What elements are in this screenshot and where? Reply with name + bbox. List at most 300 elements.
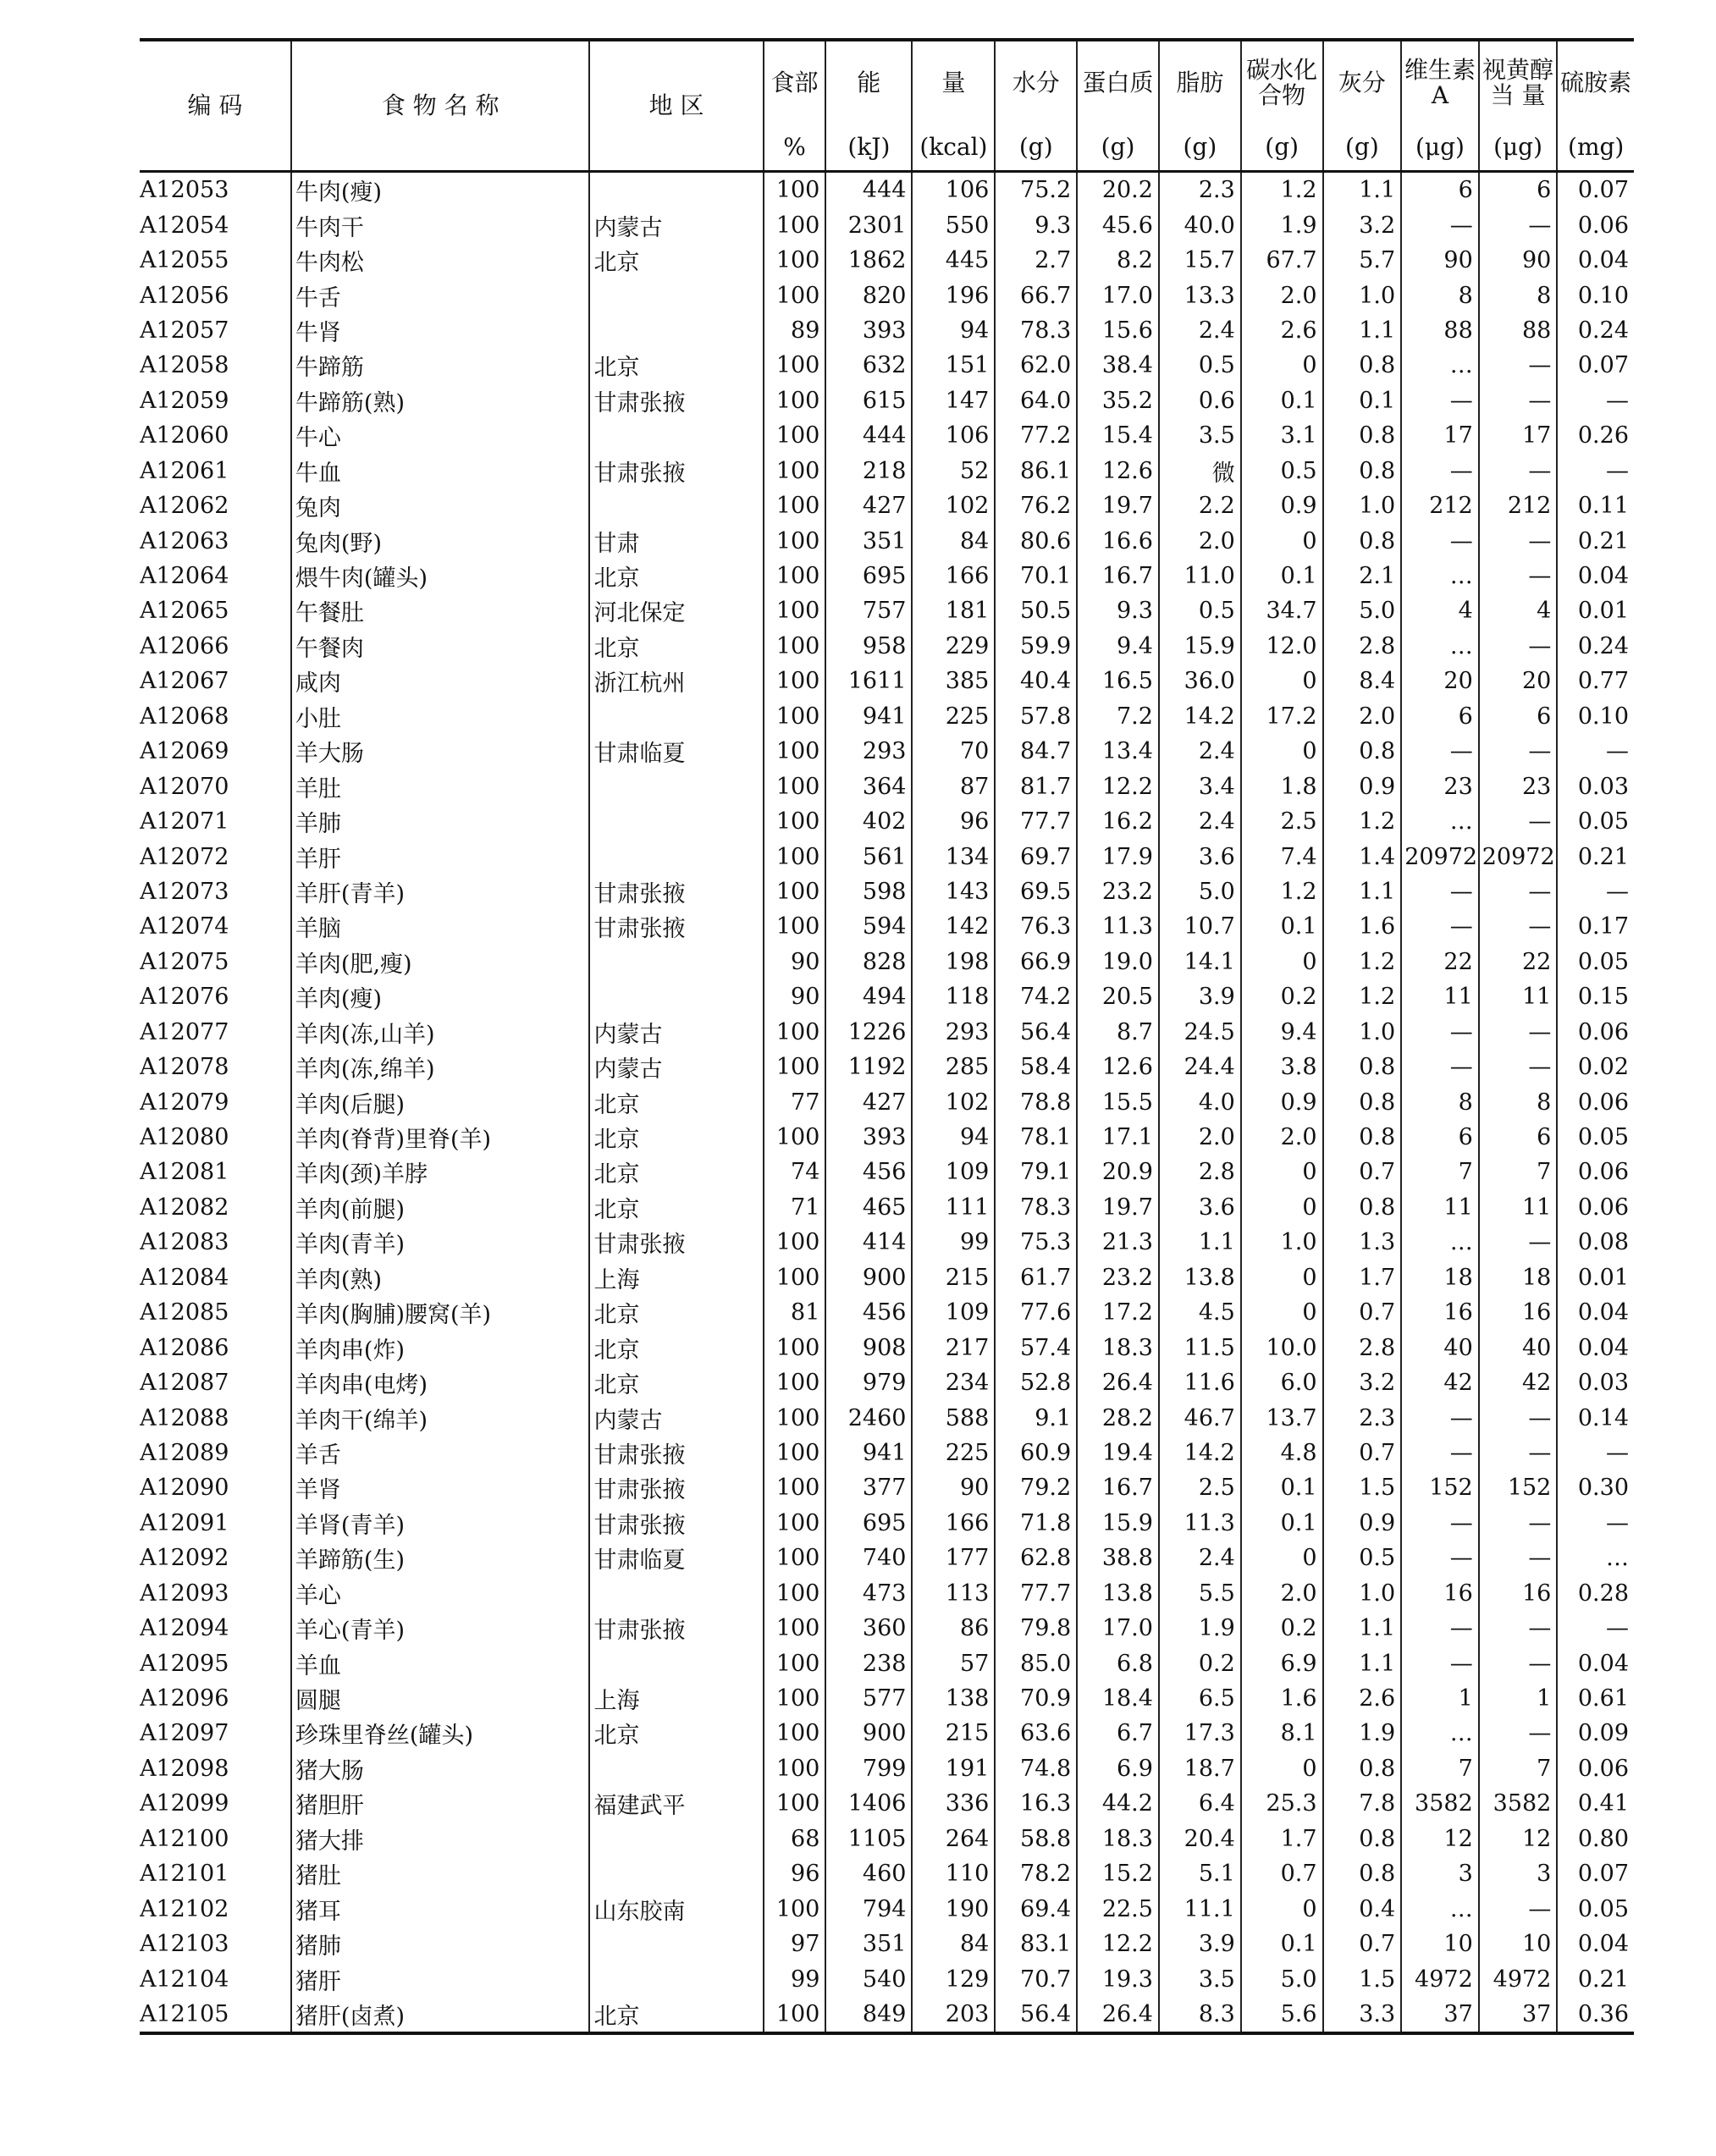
cell-carbohydrate: 5.6	[1241, 1997, 1323, 2033]
cell-ash: 0.7	[1323, 1927, 1402, 1961]
cell-code: A12095	[140, 1650, 229, 1677]
cell-energy-kcal: 118	[912, 979, 995, 1014]
cell-thiamine: 0.04	[1557, 1295, 1634, 1330]
cell-protein: 26.4	[1077, 1997, 1159, 2033]
cell-water: 81.7	[995, 769, 1077, 803]
cell-thiamine: —	[1557, 1436, 1634, 1470]
table-row	[140, 1541, 1634, 1575]
cell-energy-kcal: 225	[912, 1436, 995, 1470]
cell-protein: 20.9	[1077, 1155, 1159, 1189]
cell-edible-percent: 100	[764, 1751, 826, 1786]
cell-energy-kj: 632	[825, 348, 912, 383]
cell-edible-percent: 100	[764, 1576, 826, 1611]
cell-region: 北京	[589, 1330, 763, 1365]
cell-code: A12101	[140, 1861, 229, 1888]
cell-code: A12081	[140, 1159, 229, 1186]
cell-retinol-equivalent: 7	[1479, 1751, 1558, 1786]
cell-thiamine: 0.05	[1557, 804, 1634, 839]
cell-carbohydrate: 0	[1241, 1295, 1323, 1330]
cell-vitamin-a: 1	[1401, 1681, 1479, 1716]
cell-food-name: 羊肉(肥,瘦)	[291, 945, 590, 979]
cell-thiamine: 0.15	[1557, 979, 1634, 1014]
cell-code: A12098	[140, 1755, 229, 1782]
cell-thiamine: 0.07	[1557, 1856, 1634, 1891]
cell-region: 甘肃临夏	[589, 1541, 763, 1575]
cell-fat: 15.7	[1159, 243, 1241, 278]
cell-thiamine: 0.11	[1557, 488, 1634, 523]
cell-carbohydrate: 0.1	[1241, 909, 1323, 944]
cell-ash: 1.0	[1323, 488, 1402, 523]
cell-region	[589, 839, 763, 874]
cell-food-name: 牛肾	[291, 313, 590, 348]
cell-edible-percent: 100	[764, 909, 826, 944]
cell-energy-kj: 1192	[825, 1050, 912, 1084]
cell-code: A12074	[140, 913, 229, 940]
cell-carbohydrate: 0	[1241, 1751, 1323, 1786]
cell-fat: 2.0	[1159, 523, 1241, 558]
cell-code: A12077	[140, 1018, 229, 1045]
cell-vitamin-a: —	[1401, 1506, 1479, 1541]
cell-vitamin-a: …	[1401, 348, 1479, 383]
table-row	[140, 418, 1634, 453]
cell-energy-kj: 1406	[825, 1786, 912, 1821]
cell-retinol-equivalent: 17	[1479, 418, 1558, 453]
cell-vitamin-a: 6	[1401, 1120, 1479, 1155]
cell-food-name: 羊肉(瘦)	[291, 979, 590, 1014]
table-row	[140, 1015, 1634, 1050]
cell-region: 北京	[589, 243, 763, 278]
cell-water: 77.6	[995, 1295, 1077, 1330]
cell-ash: 1.2	[1323, 804, 1402, 839]
table-row	[140, 313, 1634, 348]
cell-thiamine: 0.28	[1557, 1576, 1634, 1611]
cell-vitamin-a: —	[1401, 1436, 1479, 1470]
cell-water: 79.2	[995, 1470, 1077, 1505]
cell-food-name: 猪胆肝	[291, 1786, 590, 1821]
cell-protein: 8.7	[1077, 1015, 1159, 1050]
header-water: 水分	[995, 40, 1077, 124]
table-row	[140, 172, 1634, 208]
cell-ash: 0.8	[1323, 1856, 1402, 1891]
cell-energy-kj: 941	[825, 1436, 912, 1470]
cell-vitamin-a: 8	[1401, 1084, 1479, 1119]
cell-food-name: 牛心	[291, 418, 590, 453]
cell-region: 北京	[589, 1295, 763, 1330]
cell-protein: 12.6	[1077, 454, 1159, 488]
cell-energy-kcal: 588	[912, 1400, 995, 1435]
cell-ash: 7.8	[1323, 1786, 1402, 1821]
cell-region: 甘肃张掖	[589, 1436, 763, 1470]
table-row	[140, 1506, 1634, 1541]
cell-edible-percent: 100	[764, 1365, 826, 1400]
cell-energy-kj: 540	[825, 1961, 912, 1996]
cell-vitamin-a: …	[1401, 629, 1479, 664]
cell-energy-kj: 820	[825, 278, 912, 312]
cell-ash: 0.9	[1323, 769, 1402, 803]
cell-fat: 2.2	[1159, 488, 1241, 523]
cell-code: A12066	[140, 632, 229, 659]
cell-energy-kcal: 96	[912, 804, 995, 839]
cell-carbohydrate: 6.0	[1241, 1365, 1323, 1400]
cell-ash: 0.9	[1323, 1506, 1402, 1541]
cell-food-name: 煨牛肉(罐头)	[291, 559, 590, 593]
unit-protein: (g)	[1077, 124, 1159, 172]
table-row	[140, 523, 1634, 558]
table-row	[140, 1084, 1634, 1119]
cell-code: A12105	[140, 1997, 291, 2033]
cell-fat: 13.8	[1159, 1260, 1241, 1295]
cell-carbohydrate: 0.7	[1241, 1856, 1323, 1891]
cell-fat: 微	[1159, 454, 1241, 488]
cell-energy-kcal: 84	[912, 523, 995, 558]
cell-fat: 3.6	[1159, 839, 1241, 874]
cell-region	[589, 804, 763, 839]
cell-water: 74.2	[995, 979, 1077, 1014]
cell-edible-percent: 96	[764, 1856, 826, 1891]
cell-ash: 2.1	[1323, 559, 1402, 593]
cell-protein: 19.0	[1077, 945, 1159, 979]
cell-thiamine: 0.08	[1557, 1225, 1634, 1260]
cell-ash: 2.3	[1323, 1400, 1402, 1435]
cell-region	[589, 1646, 763, 1680]
cell-region	[589, 1856, 763, 1891]
cell-region: 甘肃张掖	[589, 383, 763, 418]
nutrition-table-page	[140, 38, 1634, 2035]
cell-vitamin-a: 16	[1401, 1295, 1479, 1330]
cell-retinol-equivalent: —	[1479, 383, 1558, 418]
cell-carbohydrate: 0	[1241, 1155, 1323, 1189]
cell-ash: 0.8	[1323, 1190, 1402, 1225]
cell-carbohydrate: 1.8	[1241, 769, 1323, 803]
cell-energy-kcal: 215	[912, 1716, 995, 1751]
cell-water: 77.2	[995, 418, 1077, 453]
cell-water: 59.9	[995, 629, 1077, 664]
cell-water: 70.7	[995, 1961, 1077, 1996]
cell-code: A12096	[140, 1685, 229, 1712]
cell-region: 甘肃张掖	[589, 1225, 763, 1260]
cell-carbohydrate: 0	[1241, 664, 1323, 698]
cell-energy-kj: 427	[825, 1084, 912, 1119]
cell-carbohydrate: 0.9	[1241, 488, 1323, 523]
cell-fat: 11.0	[1159, 559, 1241, 593]
cell-carbohydrate: 4.8	[1241, 1436, 1323, 1470]
header-retinol-equivalent: 视黄醇当 量	[1479, 40, 1558, 124]
cell-food-name: 兔肉(野)	[291, 523, 590, 558]
cell-food-name: 羊舌	[291, 1436, 590, 1470]
cell-fat: 0.6	[1159, 383, 1241, 418]
cell-energy-kcal: 198	[912, 945, 995, 979]
cell-energy-kcal: 143	[912, 874, 995, 909]
cell-vitamin-a: 90	[1401, 243, 1479, 278]
cell-fat: 14.2	[1159, 1436, 1241, 1470]
cell-region	[589, 1961, 763, 1996]
cell-ash: 0.8	[1323, 454, 1402, 488]
cell-carbohydrate: 12.0	[1241, 629, 1323, 664]
cell-ash: 0.8	[1323, 734, 1402, 769]
cell-vitamin-a: 212	[1401, 488, 1479, 523]
cell-protein: 16.7	[1077, 1470, 1159, 1505]
cell-carbohydrate: 0	[1241, 734, 1323, 769]
cell-ash: 8.4	[1323, 664, 1402, 698]
cell-edible-percent: 100	[764, 207, 826, 242]
cell-region: 北京	[589, 1120, 763, 1155]
cell-protein: 12.2	[1077, 769, 1159, 803]
cell-water: 78.3	[995, 313, 1077, 348]
cell-protein: 17.9	[1077, 839, 1159, 874]
cell-fat: 4.0	[1159, 1084, 1241, 1119]
cell-food-name: 羊肉(胸脯)腰窝(羊)	[291, 1295, 590, 1330]
cell-retinol-equivalent: —	[1479, 1436, 1558, 1470]
cell-carbohydrate: 9.4	[1241, 1015, 1323, 1050]
cell-energy-kcal: 151	[912, 348, 995, 383]
cell-region	[589, 313, 763, 348]
table-row	[140, 559, 1634, 593]
cell-food-name: 猪肝	[291, 1961, 590, 1996]
table-row	[140, 769, 1634, 803]
cell-thiamine: 0.05	[1557, 1891, 1634, 1926]
cell-code: A12089	[140, 1439, 229, 1466]
cell-food-name: 咸肉	[291, 664, 590, 698]
cell-vitamin-a: …	[1401, 1225, 1479, 1260]
cell-thiamine: 0.77	[1557, 664, 1634, 698]
cell-vitamin-a: —	[1401, 1541, 1479, 1575]
cell-edible-percent: 100	[764, 383, 826, 418]
cell-protein: 15.4	[1077, 418, 1159, 453]
cell-food-name: 猪大肠	[291, 1751, 590, 1786]
cell-protein: 16.2	[1077, 804, 1159, 839]
cell-protein: 19.7	[1077, 1190, 1159, 1225]
cell-edible-percent: 100	[764, 1506, 826, 1541]
cell-food-name: 羊肉(冻,山羊)	[291, 1015, 590, 1050]
cell-water: 80.6	[995, 523, 1077, 558]
cell-fat: 8.3	[1159, 1997, 1241, 2033]
cell-water: 66.9	[995, 945, 1077, 979]
cell-code: A12070	[140, 773, 229, 800]
unit-fat: (g)	[1159, 124, 1241, 172]
cell-region: 内蒙古	[589, 1050, 763, 1084]
cell-thiamine: 0.03	[1557, 769, 1634, 803]
cell-code: A12057	[140, 317, 229, 344]
cell-water: 86.1	[995, 454, 1077, 488]
cell-energy-kj: 2460	[825, 1400, 912, 1435]
cell-water: 78.8	[995, 1084, 1077, 1119]
cell-fat: 6.5	[1159, 1681, 1241, 1716]
cell-carbohydrate: 13.7	[1241, 1400, 1323, 1435]
table-row	[140, 1856, 1634, 1891]
header-ash: 灰分	[1323, 40, 1402, 124]
cell-protein: 9.4	[1077, 629, 1159, 664]
cell-fat: 0.5	[1159, 348, 1241, 383]
cell-thiamine: 0.04	[1557, 1330, 1634, 1365]
table-row	[140, 1260, 1634, 1295]
cell-carbohydrate: 1.7	[1241, 1822, 1323, 1856]
cell-retinol-equivalent: 88	[1479, 313, 1558, 348]
cell-energy-kj: 351	[825, 1927, 912, 1961]
cell-carbohydrate: 5.0	[1241, 1961, 1323, 1996]
cell-code: A12063	[140, 527, 229, 554]
cell-ash: 1.0	[1323, 278, 1402, 312]
cell-carbohydrate: 0.1	[1241, 1470, 1323, 1505]
cell-food-name: 猪肺	[291, 1927, 590, 1961]
table-row	[140, 1190, 1634, 1225]
cell-protein: 6.8	[1077, 1646, 1159, 1680]
cell-energy-kcal: 142	[912, 909, 995, 944]
cell-retinol-equivalent: —	[1479, 1015, 1558, 1050]
cell-energy-kj: 695	[825, 559, 912, 593]
cell-protein: 19.3	[1077, 1961, 1159, 1996]
cell-energy-kcal: 234	[912, 1365, 995, 1400]
cell-water: 60.9	[995, 1436, 1077, 1470]
cell-retinol-equivalent: 37	[1479, 1997, 1558, 2033]
cell-vitamin-a: —	[1401, 734, 1479, 769]
cell-ash: 2.6	[1323, 1681, 1402, 1716]
cell-energy-kj: 473	[825, 1576, 912, 1611]
cell-fat: 20.4	[1159, 1822, 1241, 1856]
cell-protein: 15.6	[1077, 313, 1159, 348]
table-row	[140, 1751, 1634, 1786]
cell-edible-percent: 100	[764, 1541, 826, 1575]
cell-energy-kcal: 191	[912, 1751, 995, 1786]
cell-vitamin-a: —	[1401, 1050, 1479, 1084]
cell-fat: 2.4	[1159, 734, 1241, 769]
cell-water: 63.6	[995, 1716, 1077, 1751]
cell-protein: 44.2	[1077, 1786, 1159, 1821]
cell-energy-kcal: 109	[912, 1155, 995, 1189]
cell-food-name: 羊肉(熟)	[291, 1260, 590, 1295]
table-row	[140, 1646, 1634, 1680]
cell-protein: 17.0	[1077, 1611, 1159, 1646]
cell-fat: 2.5	[1159, 1470, 1241, 1505]
table-row	[140, 839, 1634, 874]
cell-vitamin-a: —	[1401, 1611, 1479, 1646]
cell-water: 61.7	[995, 1260, 1077, 1295]
cell-retinol-equivalent: 22	[1479, 945, 1558, 979]
cell-region	[589, 1751, 763, 1786]
cell-water: 79.8	[995, 1611, 1077, 1646]
cell-edible-percent: 100	[764, 804, 826, 839]
cell-edible-percent: 100	[764, 1611, 826, 1646]
cell-carbohydrate: 2.0	[1241, 1576, 1323, 1611]
cell-energy-kj: 794	[825, 1891, 912, 1926]
cell-protein: 16.6	[1077, 523, 1159, 558]
cell-food-name: 猪耳	[291, 1891, 590, 1926]
cell-edible-percent: 100	[764, 1330, 826, 1365]
cell-energy-kj: 561	[825, 839, 912, 874]
cell-energy-kcal: 225	[912, 699, 995, 734]
cell-code: A12078	[140, 1054, 229, 1081]
cell-protein: 20.2	[1077, 172, 1159, 208]
cell-energy-kj: 2301	[825, 207, 912, 242]
cell-energy-kj: 615	[825, 383, 912, 418]
cell-region	[589, 488, 763, 523]
cell-edible-percent: 100	[764, 1015, 826, 1050]
cell-code: A12084	[140, 1264, 229, 1291]
cell-water: 40.4	[995, 664, 1077, 698]
cell-region: 福建武平	[589, 1786, 763, 1821]
cell-code: A12093	[140, 1580, 229, 1607]
cell-retinol-equivalent: 16	[1479, 1576, 1558, 1611]
cell-thiamine: 0.41	[1557, 1786, 1634, 1821]
cell-energy-kcal: 229	[912, 629, 995, 664]
cell-vitamin-a: 7	[1401, 1751, 1479, 1786]
cell-carbohydrate: 1.9	[1241, 207, 1323, 242]
cell-protein: 12.2	[1077, 1927, 1159, 1961]
table-row	[140, 1961, 1634, 1996]
cell-energy-kcal: 550	[912, 207, 995, 242]
cell-ash: 1.5	[1323, 1961, 1402, 1996]
cell-vitamin-a: 20972	[1401, 839, 1479, 874]
table-row	[140, 734, 1634, 769]
cell-code: A12088	[140, 1404, 229, 1431]
cell-code: A12060	[140, 422, 229, 449]
cell-code: A12082	[140, 1194, 229, 1221]
cell-energy-kcal: 129	[912, 1961, 995, 1996]
cell-edible-percent: 100	[764, 243, 826, 278]
cell-code: A12091	[140, 1509, 229, 1536]
cell-vitamin-a: 4	[1401, 593, 1479, 628]
cell-region: 甘肃张掖	[589, 454, 763, 488]
cell-thiamine: —	[1557, 1506, 1634, 1541]
cell-edible-percent: 99	[764, 1961, 826, 1996]
cell-fat: 3.4	[1159, 769, 1241, 803]
cell-retinol-equivalent: 3582	[1479, 1786, 1558, 1821]
cell-carbohydrate: 8.1	[1241, 1716, 1323, 1751]
cell-vitamin-a: 37	[1401, 1997, 1479, 2033]
cell-thiamine: 0.21	[1557, 839, 1634, 874]
table-row	[140, 383, 1634, 418]
cell-energy-kcal: 52	[912, 454, 995, 488]
cell-carbohydrate: 0	[1241, 523, 1323, 558]
cell-vitamin-a: —	[1401, 1015, 1479, 1050]
cell-protein: 12.6	[1077, 1050, 1159, 1084]
cell-water: 66.7	[995, 278, 1077, 312]
cell-ash: 3.3	[1323, 1997, 1402, 2033]
cell-region	[589, 278, 763, 312]
cell-energy-kj: 1611	[825, 664, 912, 698]
cell-energy-kcal: 102	[912, 488, 995, 523]
cell-retinol-equivalent: —	[1479, 629, 1558, 664]
cell-water: 2.7	[995, 243, 1077, 278]
cell-water: 58.8	[995, 1822, 1077, 1856]
cell-region: 北京	[589, 1365, 763, 1400]
cell-retinol-equivalent: 12	[1479, 1822, 1558, 1856]
cell-energy-kcal: 285	[912, 1050, 995, 1084]
cell-protein: 13.8	[1077, 1576, 1159, 1611]
cell-water: 71.8	[995, 1506, 1077, 1541]
cell-protein: 15.5	[1077, 1084, 1159, 1119]
table-row	[140, 699, 1634, 734]
cell-code: A12069	[140, 738, 229, 765]
cell-vitamin-a: 11	[1401, 979, 1479, 1014]
cell-protein: 23.2	[1077, 874, 1159, 909]
cell-protein: 38.4	[1077, 348, 1159, 383]
cell-vitamin-a: 4972	[1401, 1961, 1479, 1996]
header-food-name: 食 物 名 称	[291, 40, 590, 172]
cell-code: A12055	[140, 247, 229, 274]
cell-edible-percent: 100	[764, 1470, 826, 1505]
cell-water: 69.5	[995, 874, 1077, 909]
cell-carbohydrate: 1.6	[1241, 1681, 1323, 1716]
cell-retinol-equivalent: 7	[1479, 1155, 1558, 1189]
cell-fat: 24.4	[1159, 1050, 1241, 1084]
cell-protein: 38.8	[1077, 1541, 1159, 1575]
cell-energy-kcal: 106	[912, 172, 995, 208]
cell-vitamin-a: —	[1401, 207, 1479, 242]
cell-region: 甘肃张掖	[589, 1611, 763, 1646]
cell-carbohydrate: 0.5	[1241, 454, 1323, 488]
cell-water: 77.7	[995, 804, 1077, 839]
cell-region	[589, 769, 763, 803]
